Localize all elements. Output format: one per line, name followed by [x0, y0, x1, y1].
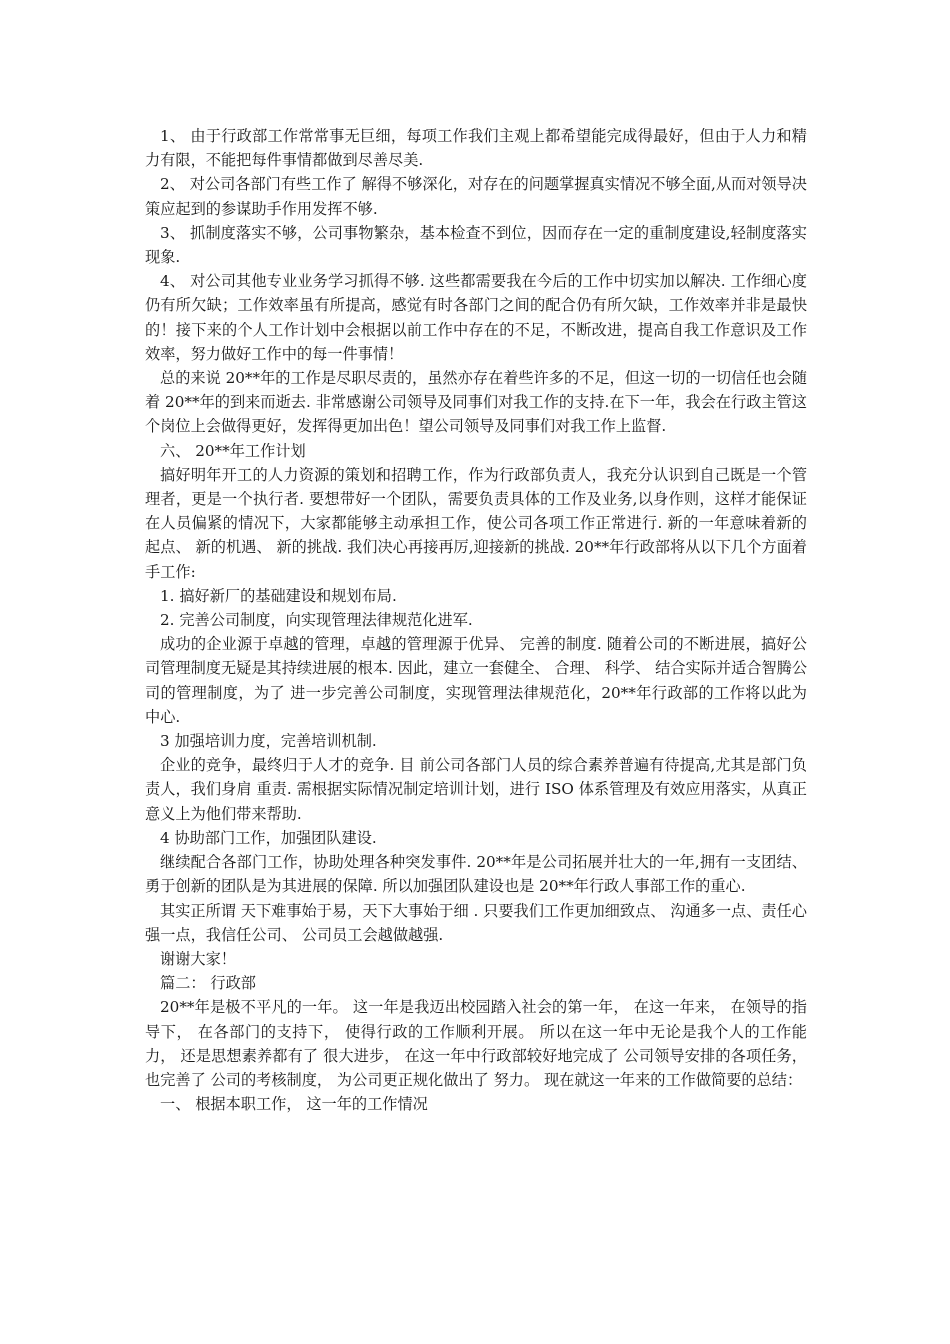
paragraph-closing: 其实正所谓 天下难事始于易，天下大事始于细 . 只要我们工作更加细致点、 沟通多一点、责任心强一点，我信任公司、 公司员工会越做越强. [145, 901, 807, 944]
document-body [145, 124, 807, 1116]
paragraph-shortcoming-2: 2、 对公司各部门有些工作了 解得不够深化，对存在的问题掌握真实情况不够全面,从而对领导决策应起到的参谋助手作用发挥不够. [145, 175, 807, 218]
paragraph-plan-intro: 搞好明年开工的人力资源的策划和招聘工作，作为行政部负责人，我充分认识到自己既是一个管理者，更是一个执行者. 要想带好一个团队，需要负责具体的工作及业务,以身作则，这样才能保证在人员偏紧的情况下，大家都能够主动承担工作，使公司各项工作正常进行. 新的一年意味着新的起点、 新的机遇、 新的挑战. 我们决心再接再厉,迎接新的挑战. 20**年行政部将从以下几个方面着手工作: [145, 465, 807, 581]
plan-item-4: 4 协助部门工作，加强团队建设. [160, 828, 377, 847]
section-heading-work-status: 一、 根据本职工作， 这一年的工作情况 [160, 1095, 428, 1114]
paragraph-part-two-intro: 20**年是极不平凡的一年。 这一年是我迈出校园踏入社会的第一年， 在这一年来， 在领导的指导下， 在各部门的支持下， 使得行政的工作顺利开展。 所以在这一年中无论是我个人的工作能力， 还是思想素养都有了 很大进步， 在这一年中行政部较好地完成了 公司领导安排的各项任务， 也完善了 公司的考核制度， 为公司更正规化做出了 努力。 现在就这一年来的工作做简要的总结： [145, 998, 807, 1089]
plan-item-3: 3 加强培训力度，完善培训机制. [160, 732, 377, 751]
paragraph-team-building: 继续配合各部门工作，协助处理各种突发事件. 20**年是公司拓展并壮大的一年,拥有一支团结、 勇于创新的团队是为其进展的保障. 所以加强团队建设也是 20**年行政人事部工作的重心. [145, 853, 807, 896]
paragraph-thanks: 谢谢大家！ [160, 949, 236, 968]
paragraph-shortcoming-1: 1、 由于行政部工作常常事无巨细，每项工作我们主观上都希望能完成得最好，但由于人力和精力有限，不能把每件事情都做到尽善尽美. [145, 127, 807, 170]
section-heading-work-plan: 六、 20**年工作计划 [160, 441, 306, 460]
paragraph-summary: 总的来说 20**年的工作是尽职尽责的，虽然亦存在着些许多的不足，但这一切的一切信任也会随着 20**年的到来而逝去. 非常感谢公司领导及同事们对我工作的支持.在下一年，我会在行政主管这个岗位上会做得更好，发挥得更加出色！望公司领导及同事们对我工作上监督. [145, 369, 807, 436]
plan-item-2: 2. 完善公司制度，向实现管理法律规范化进军. [160, 611, 473, 630]
plan-item-1: 1. 搞好新厂的基础建设和规划布局. [160, 586, 397, 605]
paragraph-training: 企业的竞争，最终归于人才的竞争. 目 前公司各部门人员的综合素养普遍有待提高,尤其是部门负责人，我们身肩 重责. 需根据实际情况制定培训计划，进行 ISO 体系管理及有效应用落实，从真正意义上为他们带来帮助. [145, 756, 807, 823]
paragraph-shortcoming-4: 4、 对公司其他专业业务学习抓得不够. 这些都需要我在今后的工作中切实加以解决. 工作细心度仍有所欠缺；工作效率虽有所提高，感觉有时各部门之间的配合仍有所欠缺，工作效率并非是最快的！接下来的个人工作计划中会根据以前工作中存在的不足，不断改进，提高自我工作意识及工作效率，努力做好工作中的每一件事情！ [145, 272, 807, 363]
section-heading-part-two: 篇二： 行政部 [160, 974, 256, 993]
paragraph-shortcoming-3: 3、 抓制度落实不够，公司事物繁杂，基本检查不到位，因而存在一定的重制度建设,轻制度落实现象. [145, 223, 807, 267]
paragraph-management-system: 成功的企业源于卓越的管理，卓越的管理源于优异、 完善的制度. 随着公司的不断进展，搞好公司管理制度无疑是其持续进展的根本. 因此，建立一套健全、 合理、 科学、 结合实际并适合智腾公司的管理制度，为了 进一步完善公司制度，实现管理法律规范化，20**年行政部的工作将以此为中心. [145, 635, 808, 726]
